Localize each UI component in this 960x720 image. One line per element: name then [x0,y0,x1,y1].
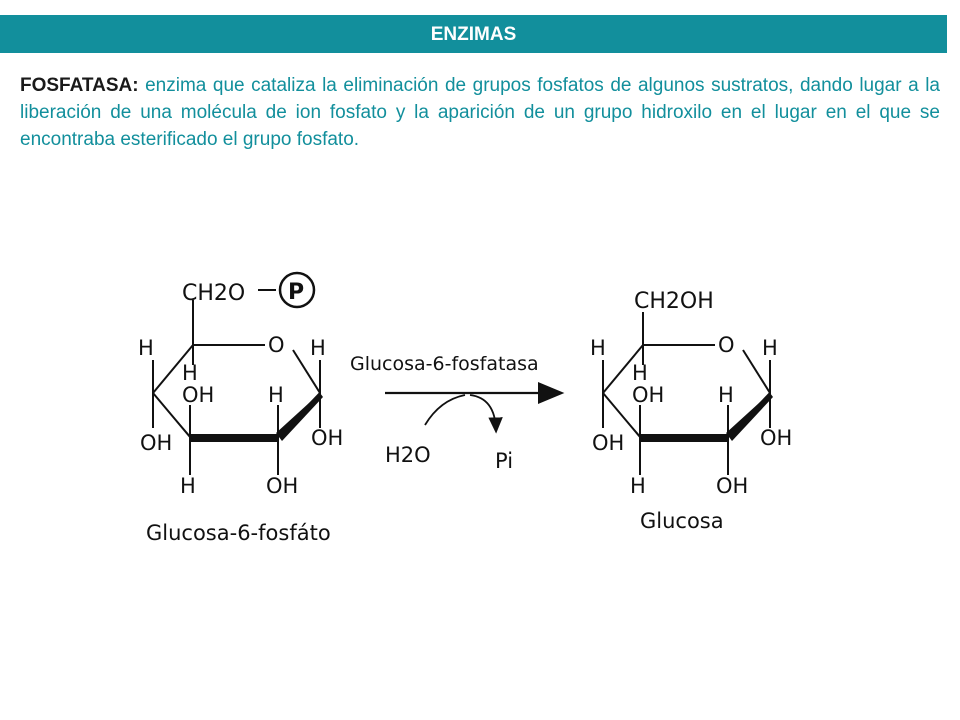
product-c1-oh: OH [760,426,793,450]
substrate-c1-h: H [310,336,326,360]
product-name: Glucosa [640,509,724,533]
h2o-curved-arrow [425,395,465,425]
substrate-c4-oh: OH [182,383,215,407]
substrate-bold-edge [190,434,278,442]
substrate-name: Glucosa-6-fosfáto [146,521,331,545]
product-c4-oh: OH [632,383,665,407]
page-title: ENZIMAS [430,24,517,45]
substrate-c1-oh: OH [311,426,344,450]
substrate-c5-h: H [182,361,198,385]
product-c3-h: H [630,474,646,498]
product-bold-edge [640,434,728,442]
substrate-ring [153,290,320,475]
product-c2-h: H [718,383,734,407]
product-c2-oh: OH [716,474,749,498]
product-c4-oh-left: OH [592,431,625,455]
product-c5-h-left: H [590,336,606,360]
substrate-c2-h: H [268,383,284,407]
product-ring-oxygen: O [718,333,735,357]
substrate-c2-oh: OH [266,474,299,498]
substrate-c4-oh-left: OH [140,431,173,455]
product-ring [603,312,770,475]
pi-label: Pi [495,449,514,473]
definition-text: enzima que cataliza la eliminación de grupos fosfatos de algunos sustratos, dando lugar a la liberación de una molécula de ion fosfato y la aparición de un grupo hidroxilo en el lugar en el que se encontraba esterificado el grupo fosfato. [20,75,940,150]
substrate-c6-group: CH2O [182,281,246,306]
definition-term: FOSFATASA: [20,75,139,96]
substrate-c3-h: H [180,474,196,498]
product-c1-h: H [762,336,778,360]
enzyme-label: Glucosa-6-fosfatasa [350,353,539,375]
substrate-molecule [138,273,343,545]
reaction-arrow-group [350,353,560,473]
substrate-c5-h-left: H [138,336,154,360]
phosphate-label: P [288,280,305,305]
pi-curved-arrow [470,395,496,430]
h2o-label: H2O [385,443,431,467]
product-c5-h: H [632,361,648,385]
product-c6-group: CH2OH [634,289,714,314]
product-molecule [590,289,792,533]
substrate-ring-oxygen: O [268,333,285,357]
